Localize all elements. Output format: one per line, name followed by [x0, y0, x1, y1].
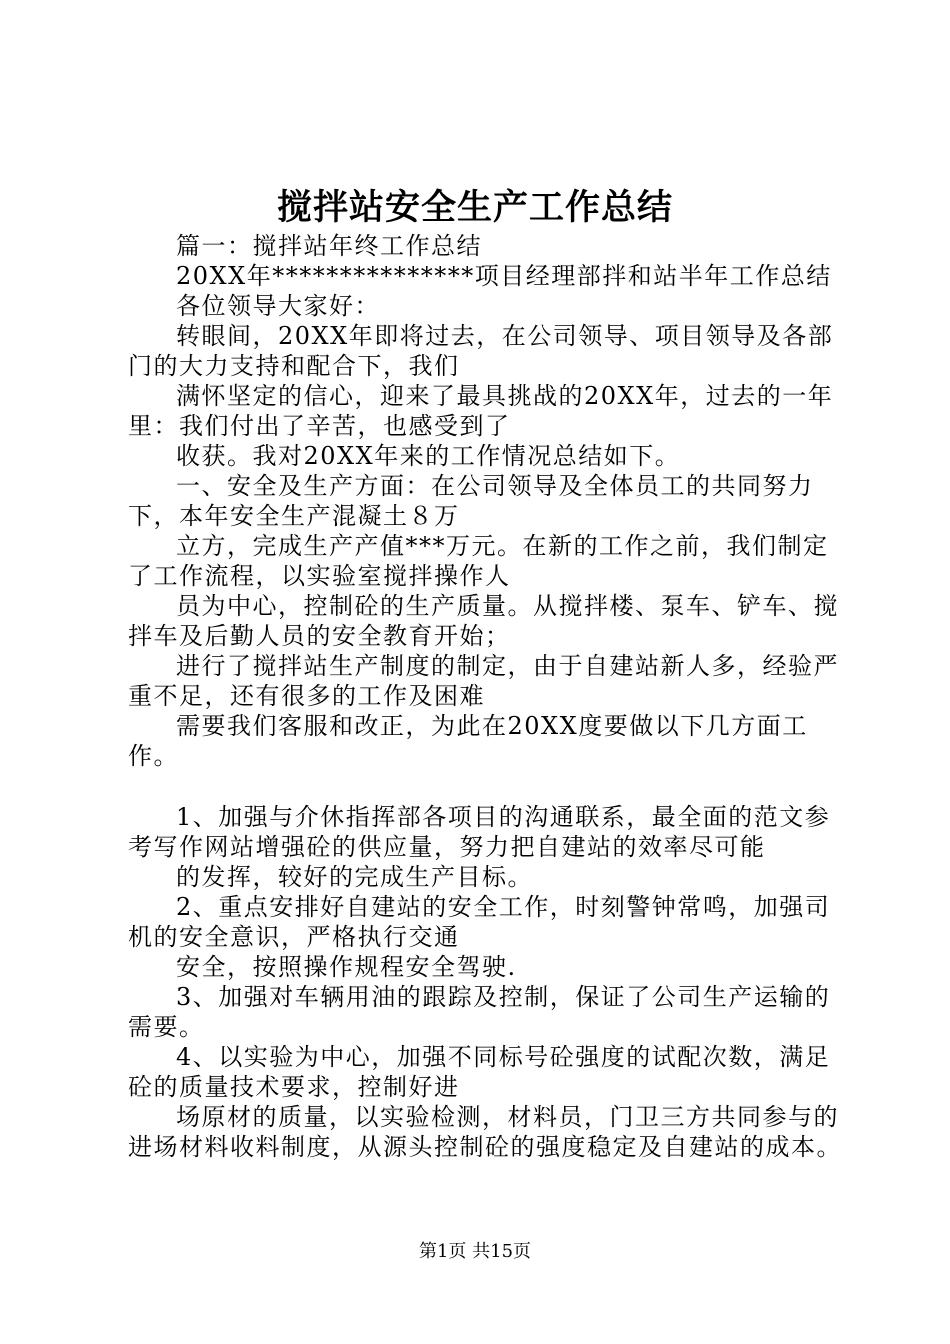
document-title: 搅拌站安全生产工作总结 — [276, 187, 673, 228]
paragraph: 收获。我对20XX年来的工作情况总结如下。 — [176, 442, 681, 470]
paragraph: 各位领导大家好： — [176, 292, 380, 320]
paragraph: 员为中心，控制砼的生产质量。从搅拌楼、泵车、铲车、搅拌车及后勤人员的安全教育开始； — [128, 592, 839, 650]
paragraph: 1、加强与介休指挥部各项目的沟通联系，最全面的范文参考写作网站增强砼的供应量，努力把自建站的效率尽可能 — [128, 803, 831, 861]
paragraph: 4、以实验为中心，加强不同标号砼强度的试配次数，满足砼的质量技术要求，控制好进 — [128, 1043, 831, 1101]
page-number: 第1页 共15页 — [418, 1241, 532, 1262]
paragraph: 2、重点安排好自建站的安全工作，时刻警钟常鸣，加强司机的安全意识，严格执行交通 — [128, 893, 831, 951]
paragraph: 篇一：搅拌站年终工作总结 — [176, 232, 482, 260]
paragraph: 转眼间，20XX年即将过去，在公司领导、项目领导及各部门的大力支持和配合下，我们 — [128, 322, 834, 380]
paragraph: 20XX年***************项目经理部拌和站半年工作总结 — [176, 262, 832, 290]
paragraph: 安全，按照操作规程安全驾驶. — [176, 953, 517, 981]
paragraph: 满怀坚定的信心，迎来了最具挑战的20XX年，过去的一年里：我们付出了辛苦，也感受到了 — [128, 382, 834, 440]
document-body — [128, 231, 848, 1162]
paragraph: 场原材的质量，以实验检测，材料员，门卫三方共同参与的进场材料收料制度，从源头控制砼的强度稳定及自建站的成本。 — [128, 1103, 842, 1161]
paragraph: 需要我们客服和改正，为此在20XX度要做以下几方面工作。 — [128, 712, 808, 770]
paragraph: 立方，完成生产产值***万元。在新的工作之前，我们制定了工作流程，以实验室搅拌操作人 — [128, 532, 829, 590]
paragraph: 的发挥，较好的完成生产目标。 — [176, 863, 533, 891]
paragraph: 一、安全及生产方面：在公司领导及全体员工的共同努力下，本年安全生产混凝土８万 — [128, 472, 814, 530]
paragraph: 3、加强对车辆用油的跟踪及控制，保证了公司生产运输的需要。 — [128, 983, 831, 1041]
paragraph: 进行了搅拌站生产制度的制定，由于自建站新人多，经验严重不足，还有很多的工作及困难 — [128, 652, 839, 710]
paragraph-spacer — [128, 771, 848, 802]
